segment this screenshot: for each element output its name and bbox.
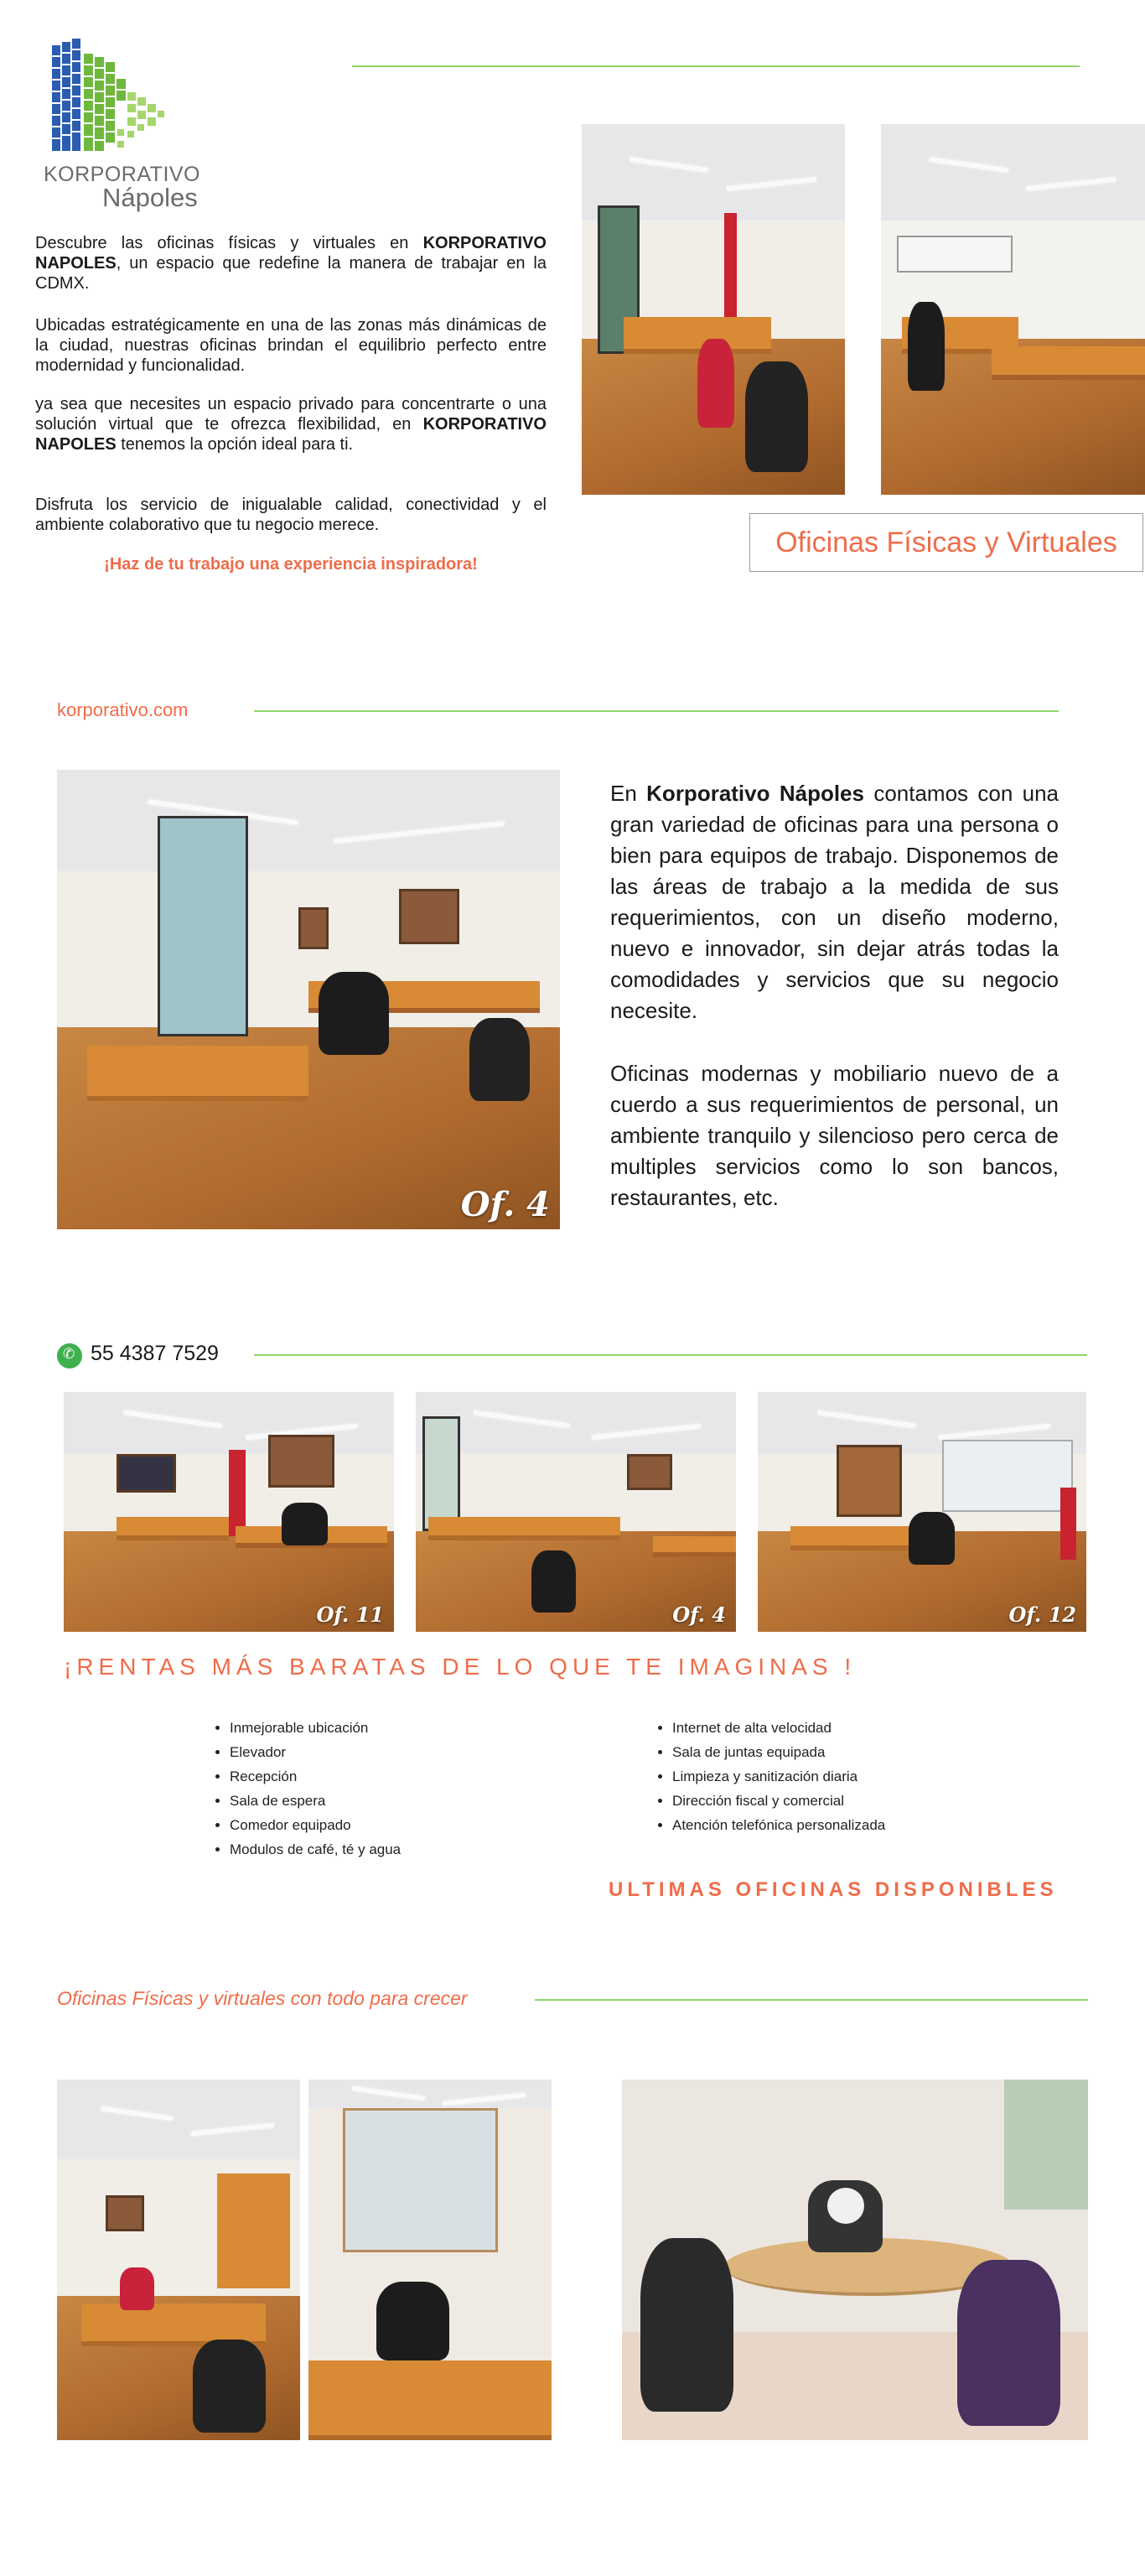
amenity-item: • Modulos de café, té y agua <box>230 1837 401 1862</box>
amenity-item: • Internet de alta velocidad <box>672 1716 885 1740</box>
intro-paragraph-3 <box>35 394 547 454</box>
office-photo-2 <box>881 124 1145 495</box>
amenity-item: • Atención telefónica personalizada <box>672 1813 885 1837</box>
intro-text: tenemos la opción ideal para ti. <box>121 435 354 454</box>
office-photo-bottom-2 <box>308 2080 552 2440</box>
site-divider <box>254 710 1059 712</box>
office-label: Of. 12 <box>1008 1602 1076 1627</box>
logo-wordmark: KORPORATIVO <box>44 163 201 186</box>
amenity-item: • Elevador <box>230 1740 401 1764</box>
amenity-item: • Sala de juntas equipada <box>672 1740 885 1764</box>
about-text: contamos con una gran variedad de oficinas para una persona o bien para equipos de trabajo. Disponemos de las áreas de trabajo a la medida de sus requerimientos, con un diseño moderno, nuevo e innovador, sin dejar atrás todas la comodidades y servicios que su negocio necesite. <box>610 781 1060 1023</box>
about-paragraph-1 <box>610 778 1059 1026</box>
office-photo-1 <box>582 124 845 495</box>
website-link[interactable]: korporativo.com <box>57 699 189 720</box>
ultimas-heading: ULTIMAS OFICINAS DISPONIBLES <box>609 1878 1058 1901</box>
phone-number[interactable]: 55 4387 7529 <box>91 1342 219 1365</box>
office-photo-of12 <box>758 1392 1086 1632</box>
phone-divider <box>254 1354 1087 1356</box>
intro-text: ya sea que necesites un espacio privado para concentrarte o una solución virtual que te ofrezca flexibilidad, en <box>35 395 547 434</box>
amenity-item: • Inmejorable ubicación <box>230 1716 401 1740</box>
office-photo-bottom-1 <box>57 2080 300 2440</box>
intro-text: Descubre las oficinas físicas y virtuales en <box>35 234 409 252</box>
office-label: Of. 11 <box>316 1602 384 1627</box>
intro-text: , un espacio que redefine la manera de trabajar en la CDMX. <box>35 254 547 293</box>
office-photo-main <box>57 770 560 1229</box>
meeting-room-photo <box>622 2080 1088 2440</box>
amenity-item: • Sala de espera <box>230 1789 401 1813</box>
offices-badge: Oficinas Físicas y Virtuales <box>749 513 1143 572</box>
logo-subtitle: Nápoles <box>102 183 198 212</box>
office-label: Of. 4 <box>460 1185 550 1224</box>
crecer-subtitle: Oficinas Físicas y virtuales con todo para crecer <box>57 1987 468 2009</box>
building-logo-icon <box>44 37 194 163</box>
top-divider <box>352 65 1080 67</box>
whatsapp-phone-icon[interactable]: ✆ <box>57 1343 82 1368</box>
amenity-item: • Dirección fiscal y comercial <box>672 1789 885 1813</box>
about-paragraph-2: Oficinas modernas y mobiliario nuevo de a cuerdo a sus requerimientos de personal, un ambiente tranquilo y silencioso pero cerca de multiples servicios como lo son bancos, restaurantes, etc. <box>610 1061 1059 1210</box>
logo <box>44 37 201 215</box>
about-text: En <box>610 781 637 806</box>
amenity-item: • Limpieza y sanitización diaria <box>672 1764 885 1789</box>
amenity-item: • Comedor equipado <box>230 1813 401 1837</box>
rentas-heading: ¡RENTAS MÁS BARATAS DE LO QUE TE IMAGINAS ! <box>64 1654 857 1680</box>
office-label: Of. 4 <box>672 1602 726 1627</box>
cta-text: ¡Haz de tu trabajo una experiencia inspiradora! <box>104 555 478 574</box>
office-photo-of11 <box>64 1392 394 1632</box>
brand-name: Korporativo Nápoles <box>646 781 864 806</box>
intro-paragraph-2: Ubicadas estratégicamente en una de las zonas más dinámicas de la ciudad, nuestras oficinas brindan el equilibrio perfecto entre modernidad y funcionalidad. <box>35 316 547 375</box>
brand-name: KORPORATIVO NAPOLES <box>35 234 547 273</box>
amenity-item: • Recepción <box>230 1764 401 1789</box>
office-photo-of4 <box>416 1392 736 1632</box>
amenities-left-list <box>213 1716 401 1862</box>
intro-paragraph-1 <box>35 233 547 293</box>
crecer-divider <box>535 1999 1088 2001</box>
amenities-right-list <box>655 1716 885 1837</box>
brand-name: KORPORATIVO NAPOLES <box>35 415 547 454</box>
intro-paragraph-4: Disfruta los servicio de inigualable calidad, conectividad y el ambiente colaborativo que tu negocio merece. <box>35 496 547 534</box>
